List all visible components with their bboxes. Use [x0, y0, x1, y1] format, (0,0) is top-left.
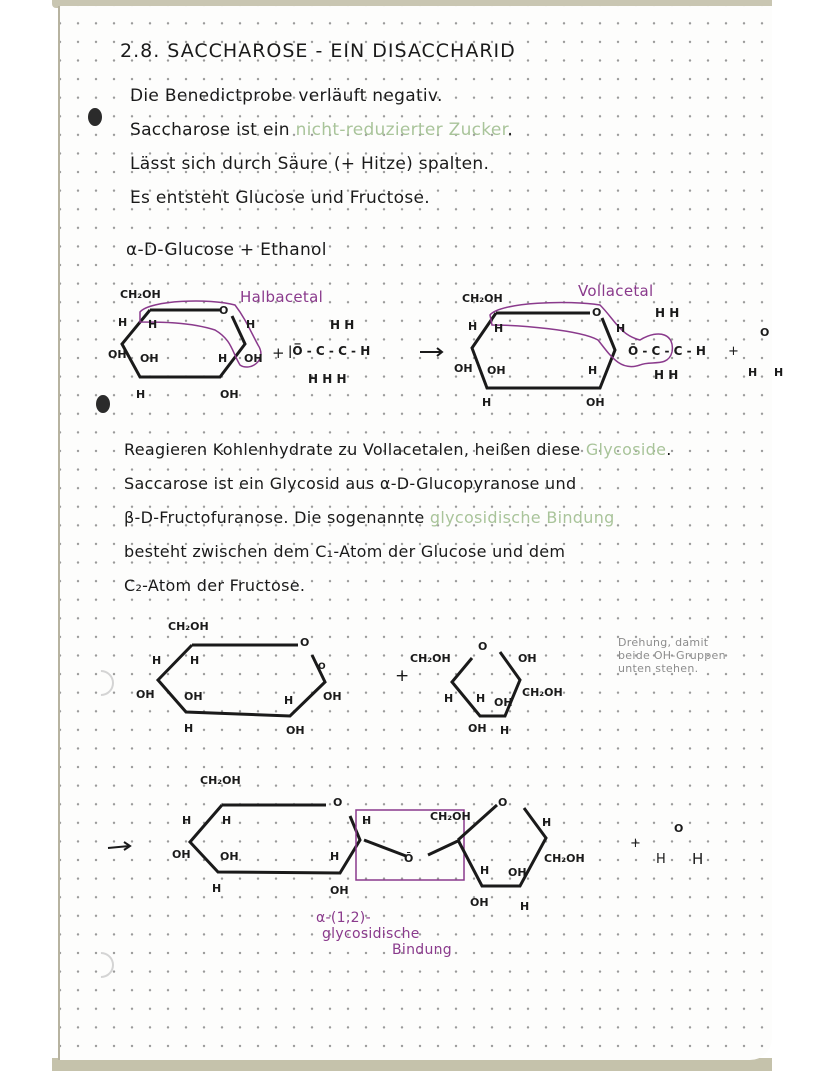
o-label: O: [318, 662, 326, 672]
o-label: O: [300, 636, 310, 649]
ethanol-top: H H: [330, 318, 355, 332]
h-label: H: [136, 388, 146, 401]
fructose-ring-2: [458, 805, 546, 886]
h-label: H: [616, 322, 626, 335]
oh-label: OH: [286, 724, 305, 737]
body-text: Reagieren Kohlenhydrate zu Vollacetalen, heißen diese: [124, 440, 581, 459]
h-label: H: [212, 882, 222, 895]
bond-label-line: α-(1,2)-: [316, 910, 371, 926]
ch2oh-label: CH₂OH: [410, 652, 451, 665]
ethyl-mid: Ō - C - C - H: [628, 344, 706, 358]
body-line: besteht zwischen dem C₁-Atom der Glucose und dem: [124, 542, 566, 561]
intro-line: Lässt sich durch Säure (+ Hitze) spalten.: [130, 154, 490, 174]
h-label: H: [468, 320, 478, 333]
oh-label: OH: [136, 688, 155, 701]
oh-label: OH: [330, 884, 349, 897]
intro-line: Saccharose ist ein nicht-reduzierter Zucker.: [130, 120, 514, 140]
h-label: H: [284, 694, 294, 707]
bridge-o: Ō: [404, 852, 414, 865]
intro-line: Es entsteht Glucose und Fructose.: [130, 188, 430, 208]
o-label: O: [498, 796, 508, 809]
oh-label: OH: [470, 896, 489, 909]
h-label: H: [500, 724, 510, 737]
intro-line: Die Benedictprobe verläuft negativ.: [130, 86, 443, 106]
oh-label: OH: [518, 652, 537, 665]
o-label: O: [592, 306, 602, 319]
h-label: H: [190, 654, 200, 667]
oh-label: OH: [487, 364, 506, 377]
reaction1-title: α-D-Glucose + Ethanol: [126, 240, 327, 260]
ch2oh-label: CH₂OH: [200, 774, 241, 787]
h-label: H: [482, 396, 492, 409]
o-label: O: [219, 304, 229, 317]
note-line: beide OH-Gruppen: [618, 649, 726, 662]
water-h: H: [748, 366, 758, 379]
ch2oh-label: CH₂OH: [462, 292, 503, 305]
h-label: H: [588, 364, 598, 377]
ethanol-bottom: H H H: [308, 372, 347, 386]
vollacetal-label: Vollacetal: [578, 282, 654, 300]
body-line: C₂-Atom der Fructose.: [124, 576, 306, 595]
h-label: H: [184, 722, 194, 735]
oh-label: OH: [454, 362, 473, 375]
ch2oh-label: CH₂OH: [168, 620, 209, 633]
oh-label: OH: [323, 690, 342, 703]
h-label: H: [476, 692, 486, 705]
o-label: O: [478, 640, 488, 653]
bridge-h: H: [362, 814, 372, 827]
h-label: H: [182, 814, 192, 827]
h-label: H: [444, 692, 454, 705]
glycosidic-bond-label: [316, 910, 452, 958]
ch2oh-label: CH₂OH: [522, 686, 563, 699]
plus-sign: +: [395, 666, 410, 686]
oh-label: OH: [220, 388, 239, 401]
h-label: H: [494, 322, 504, 335]
h-label: H: [152, 654, 162, 667]
oh-label: OH: [184, 690, 203, 703]
body-line: Reagieren Kohlenhydrate zu Vollacetalen, heißen diese Glycoside.: [124, 440, 672, 459]
bond-label-line: glycosidische: [322, 926, 420, 942]
highlight-nonreducing: nicht-reduzierter Zucker: [295, 120, 508, 140]
body-line: Saccarose ist ein Glycosid aus α-D-Glucopyranose und: [124, 474, 577, 493]
ch2oh-label: CH₂OH: [544, 852, 585, 865]
highlight-bond: glycosidische Bindung: [429, 508, 615, 527]
oh-label: OH: [508, 866, 527, 879]
h-label: H: [246, 318, 256, 331]
halbacetal-label: Halbacetal: [240, 288, 324, 306]
o-label: O: [333, 796, 343, 809]
h-label: H: [148, 318, 158, 331]
ethyl-bottom: H H: [654, 368, 679, 382]
plus-sign: +: [630, 836, 642, 851]
note-line: Drehung, damit: [618, 636, 709, 649]
oh-label: OH: [140, 352, 159, 365]
body-line: [124, 508, 615, 527]
oh-label: OH: [220, 850, 239, 863]
water-o: O: [760, 326, 770, 339]
ch2oh-label: CH₂OH: [120, 288, 161, 301]
h-label: H: [118, 316, 128, 329]
water-h: H: [692, 850, 704, 868]
note-line: unten stehen.: [618, 662, 699, 675]
h-label: H: [520, 900, 530, 913]
glucose-ring-3: [158, 645, 325, 716]
h-label: H: [222, 814, 232, 827]
ethanol-mid: |O̅ - C - C - H: [288, 344, 371, 358]
oh-label: OH: [468, 722, 487, 735]
rotation-note: [618, 636, 726, 675]
h-label: H: [542, 816, 552, 829]
plus-sign: +: [728, 344, 740, 359]
page-title: 2.8. SACCHAROSE - EIN DISACCHARID: [120, 40, 516, 62]
oh-label: OH: [494, 696, 513, 709]
ethyl-top: H H: [655, 306, 680, 320]
water-h: H: [774, 366, 784, 379]
h-label: H: [330, 850, 340, 863]
ch2oh-label: CH₂OH: [430, 810, 471, 823]
bond-label-line: Bindung: [392, 942, 452, 958]
h-label: H: [218, 352, 228, 365]
oh-label: OH: [172, 848, 191, 861]
oh-label: OH: [586, 396, 605, 409]
h-label: H: [480, 864, 490, 877]
body-text: β-D-Fructofuranose. Die sogenannte: [124, 508, 425, 527]
oh-label: OH: [108, 348, 127, 361]
intro-text: Saccharose ist ein: [130, 120, 290, 140]
highlight-glycoside: Glycoside: [585, 440, 667, 459]
water-h: H: [656, 852, 666, 867]
water-o: O: [674, 822, 684, 835]
oh-label: OH: [244, 352, 263, 365]
plus-sign: +: [272, 344, 285, 362]
